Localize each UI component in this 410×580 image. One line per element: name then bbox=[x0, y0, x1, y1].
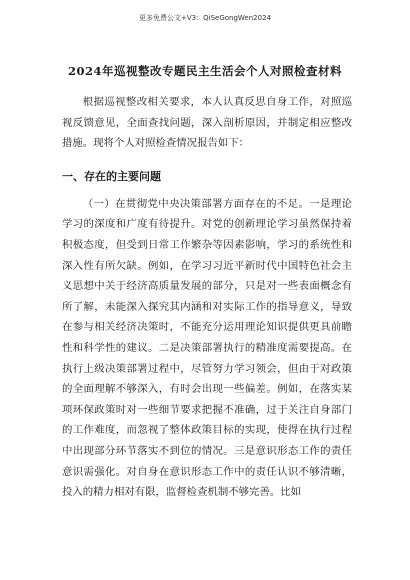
body-paragraph: （一）在贯彻党中央决策部署方面存在的不足。一是理论学习的深度和广度有待提升。对党的创新理论学习虽然保持着积极态度，但受到日常工作繁杂等因素影响，学习的系统性和深入性有所欠缺。例如，在学习习近平新时代中国特色社会主义思想中关于经济高质量发展的部分，只是对一些表面概念有所了解，未能深入探究其内涵和对实际工作的指导意义，导致在参与相关经济决策时，不能充分运用理论知识提供更具前瞻性和科学性的建议。二是决策部署执行的精准度需要提高。在执行上级决策部署过程中，尽管努力学习领会，但由于对政策的全面理解不够深入，有时会出现一些偏差。例如，在落实某项环保政策时对一些细节要求把握不准确，过于关注自身部门的工作难度，而忽视了整体政策目标的实现，使得在执行过程中出现部分环节落实不到位的情况。三是意识形态工作的责任意识需强化。对自身在意识形态工作中的责任认识不够清晰，投入的精力相对有限，监督检查机制不够完善。比如 bbox=[62, 197, 352, 499]
document-body bbox=[62, 92, 352, 503]
section-heading: 一、存在的主要问题 bbox=[62, 169, 161, 183]
page-header: 更多免费公文+V3：QiSeGongWen2024 bbox=[139, 14, 271, 22]
document-title: 2024年巡视整改专题民主生活会个人对照检查材料 bbox=[67, 64, 342, 78]
intro-paragraph: 根据巡视整改相关要求，本人认真反思自身工作，对照巡视反馈意见，全面查找问题，深入剖析原因，并制定相应整改措施。现将个人对照检查情况报告如下： bbox=[62, 96, 352, 150]
